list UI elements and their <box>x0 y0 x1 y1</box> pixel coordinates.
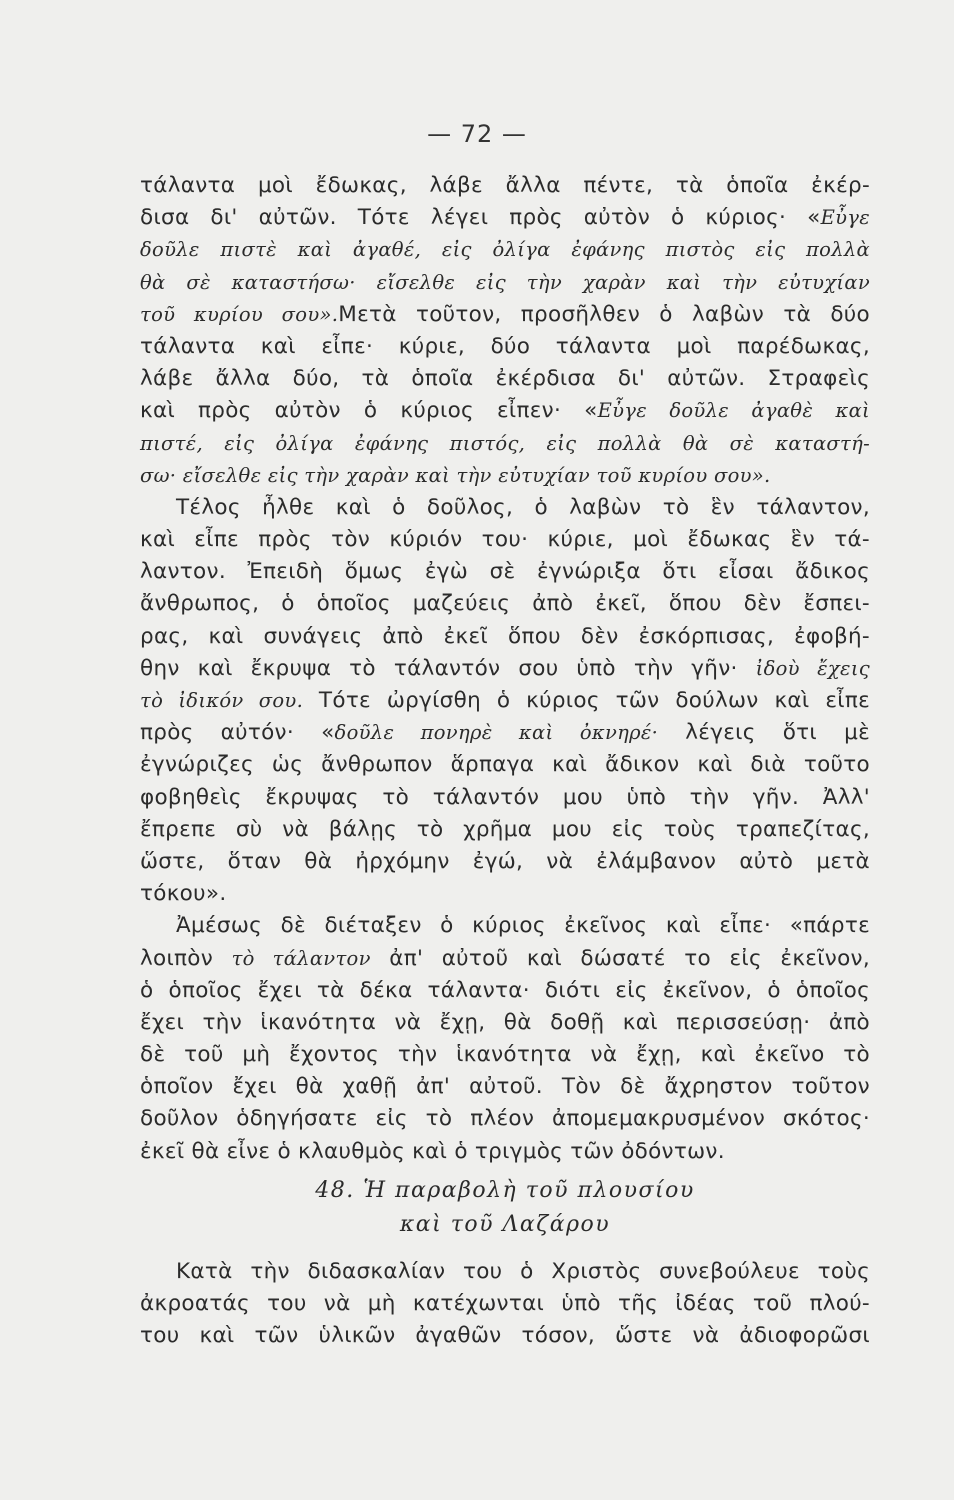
paragraph-1 <box>140 170 870 492</box>
text-line <box>140 782 870 814</box>
text-line <box>140 202 870 234</box>
plain-text: του καὶ τῶν ὑλικῶν ἀγαθῶν τόσον, ὥστε νὰ ἀδιοφορῶσι <box>140 1323 870 1349</box>
text-line <box>140 492 870 524</box>
body-text <box>140 170 870 1352</box>
paragraph-2 <box>140 492 870 910</box>
plain-text: ἐκεῖ θὰ εἶνε ὁ κλαυθμὸς καὶ ὁ τριγμὸς τῶν ὀδόντων. <box>140 1138 725 1164</box>
italic-text: τὸ τάλαντον <box>231 946 371 970</box>
plain-text: λαντον. Ἐπειδὴ ὅμως ἐγὼ σὲ ἐγνώριξα ὅτι εἶσαι ἄδικος <box>140 559 870 585</box>
text-line <box>140 395 870 427</box>
text-line <box>140 878 870 910</box>
plain-text: φοβηθεὶς ἔκρυψας τὸ τάλαντόν μου ὑπὸ τὴν γῆν. Ἀλλ' <box>140 784 870 810</box>
italic-text: πιστέ, εἰς ὀλίγα ἐφάνης πιστός, εἰς πολλὰ θὰ σὲ καταστή- <box>140 431 870 455</box>
text-line <box>140 621 870 653</box>
text-line <box>140 1136 870 1168</box>
text-line <box>140 588 870 620</box>
plain-text: λοιπὸν <box>140 945 232 971</box>
plain-text: δὲ τοῦ μὴ ἔχοντος τὴν ἱκανότητα νὰ ἔχῃ, καὶ ἐκεῖνο τὸ <box>140 1042 870 1068</box>
italic-text: Εὖγε <box>820 206 870 230</box>
plain-text: λέγεις ὅτι μὲ <box>658 720 870 746</box>
italic-text: τοῦ κυρίου σου». <box>140 302 339 326</box>
plain-text: δισα δι' αὐτῶν. Τότε λέγει πρὸς αὐτὸν ὁ κύριος· « <box>140 205 821 231</box>
plain-text: ἔπρεπε σὺ νὰ βάλῃς τὸ χρῆμα μου εἰς τοὺς τραπεζίτας, <box>140 816 870 842</box>
plain-text: ὁ ὁποῖος ἔχει τὰ δέκα τάλαντα· διότι εἰς ἐκεῖνον, ὁ ὁποῖος <box>140 977 870 1003</box>
plain-text: Κατὰ τὴν διδασκαλίαν του ὁ Χριστὸς συνεβούλευε τοὺς <box>176 1258 870 1284</box>
plain-text: ὁποῖον ἔχει θὰ χαθῇ ἀπ' αὐτοῦ. Τὸν δὲ ἄχρηστον τοῦτον <box>140 1074 870 1100</box>
italic-text: δοῦλε πονηρὲ καὶ ὀκνηρέ· <box>334 721 659 745</box>
text-line <box>140 975 870 1007</box>
italic-text: τὸ ἰδικόν σου. <box>140 689 304 712</box>
text-line <box>140 1071 870 1103</box>
paragraph-4 <box>140 1256 870 1353</box>
paragraph-3 <box>140 910 870 1168</box>
text-line <box>140 1320 870 1352</box>
plain-text: ὥστε, ὅταν θὰ ἠρχόμην ἐγώ, νὰ ἐλάμβανον αὐτὸ μετὰ <box>140 848 870 874</box>
plain-text: ρας, καὶ συνάγεις ἀπὸ ἐκεῖ ὅπου δὲν ἐσκόρπισας, ἐφοβή- <box>140 623 870 649</box>
plain-text: καὶ εἶπε πρὸς τὸν κύριόν του· κύριε, μοὶ ἔδωκας ἓν τά- <box>140 527 870 553</box>
plain-text: λάβε ἄλλα δύο, τὰ ὁποῖα ἐκέρδισα δι' αὐτῶν. Στραφεὶς <box>140 366 870 392</box>
text-line <box>140 910 870 942</box>
text-line <box>140 846 870 878</box>
italic-text: θὰ σὲ καταστήσω· εἴσελθε εἰς τὴν χαρὰν καὶ τὴν εὐτυχίαν <box>140 270 870 294</box>
text-line <box>140 331 870 363</box>
text-line <box>140 1256 870 1288</box>
page-number: — 72 — <box>427 120 527 148</box>
plain-text: ἀπ' αὐτοῦ καὶ δώσατέ το εἰς ἐκεῖνον, <box>370 945 871 971</box>
italic-text: δοῦλε πιστὲ καὶ ἀγαθέ, εἰς ὀλίγα ἐφάνης πιστὸς εἰς πολλὰ <box>140 238 870 262</box>
italic-text: σω· εἴσελθε εἰς τὴν χαρὰν καὶ τὴν εὐτυχίαν τοῦ κυρίου σου». <box>140 463 771 487</box>
section-heading-line-1: 48. Ἡ παραβολὴ τοῦ πλουσίου <box>315 1177 695 1203</box>
text-line <box>140 556 870 588</box>
text-line <box>140 1007 870 1039</box>
plain-text: Τότε ὠργίσθη ὁ κύριος τῶν δούλων καὶ εἶπε <box>303 688 870 713</box>
plain-text: ἄνθρωπος, ὁ ὁποῖος μαζεύεις ἀπὸ ἐκεῖ, ὅπου δὲν ἔσπει- <box>140 591 870 617</box>
plain-text: ἔχει τὴν ἱκανότητα νὰ ἔχῃ, θὰ δοθῇ καὶ περισσεύσῃ· ἀπὸ <box>140 1009 870 1035</box>
section-heading-line-2: καὶ τοῦ Λαζάρου <box>399 1211 611 1237</box>
plain-text: θην καὶ ἔκρυψα τὸ τάλαντόν σου ὑπὸ τὴν γῆν· <box>140 655 756 681</box>
plain-text: Ἀμέσως δὲ διέταξεν ὁ κύριος ἐκεῖνος καὶ εἶπε· «πάρτε <box>176 913 870 939</box>
italic-text: Εὖγε δοῦλε ἀγαθὲ καὶ <box>597 399 870 423</box>
text-line <box>140 749 870 781</box>
plain-text: Μετὰ τοῦτον, προσῆλθεν ὁ λαβὼν τὰ δύο <box>338 301 870 327</box>
text-line <box>140 814 870 846</box>
plain-text: καὶ πρὸς αὐτὸν ὁ κύριος εἶπεν· « <box>140 398 598 424</box>
text-line <box>140 267 870 299</box>
text-line <box>140 234 870 266</box>
plain-text: πρὸς αὐτόν· « <box>140 720 335 746</box>
plain-text: ἀκροατάς του νὰ μὴ κατέχωνται ὑπὸ τῆς ἰδέας τοῦ πλού- <box>140 1291 870 1316</box>
plain-text: τάλαντα μοὶ ἔδωκας, λάβε ἄλλα πέντε, τὰ ὁποῖα ἐκέρ- <box>140 173 870 198</box>
plain-text: Τέλος ἦλθε καὶ ὁ δοῦλος, ὁ λαβὼν τὸ ἓν τάλαντον, <box>176 494 870 520</box>
plain-text: τόκου». <box>140 881 227 907</box>
text-line <box>140 363 870 395</box>
text-line <box>140 685 870 717</box>
text-line <box>140 1288 870 1320</box>
text-line <box>140 653 870 685</box>
plain-text: δοῦλον ὁδηγήσατε εἰς τὸ πλέον ἀπομεμακρυσμένον σκότος· <box>140 1106 870 1132</box>
plain-text: ἐγνώριζες ὡς ἄνθρωπον ἅρπαγα καὶ ἄδικον καὶ διὰ τοῦτο <box>140 752 870 778</box>
text-line <box>140 524 870 556</box>
text-line <box>140 1103 870 1135</box>
text-line <box>140 428 870 460</box>
text-line <box>140 717 870 749</box>
plain-text: τάλαντα καὶ εἶπε· κύριε, δύο τάλαντα μοὶ παρέδωκας, <box>140 333 870 359</box>
italic-text: ἰδοὺ ἔχεις <box>755 656 870 680</box>
text-line <box>140 460 870 492</box>
text-line <box>140 299 870 331</box>
text-line <box>140 943 870 975</box>
text-line <box>140 170 870 202</box>
text-line <box>140 1039 870 1071</box>
